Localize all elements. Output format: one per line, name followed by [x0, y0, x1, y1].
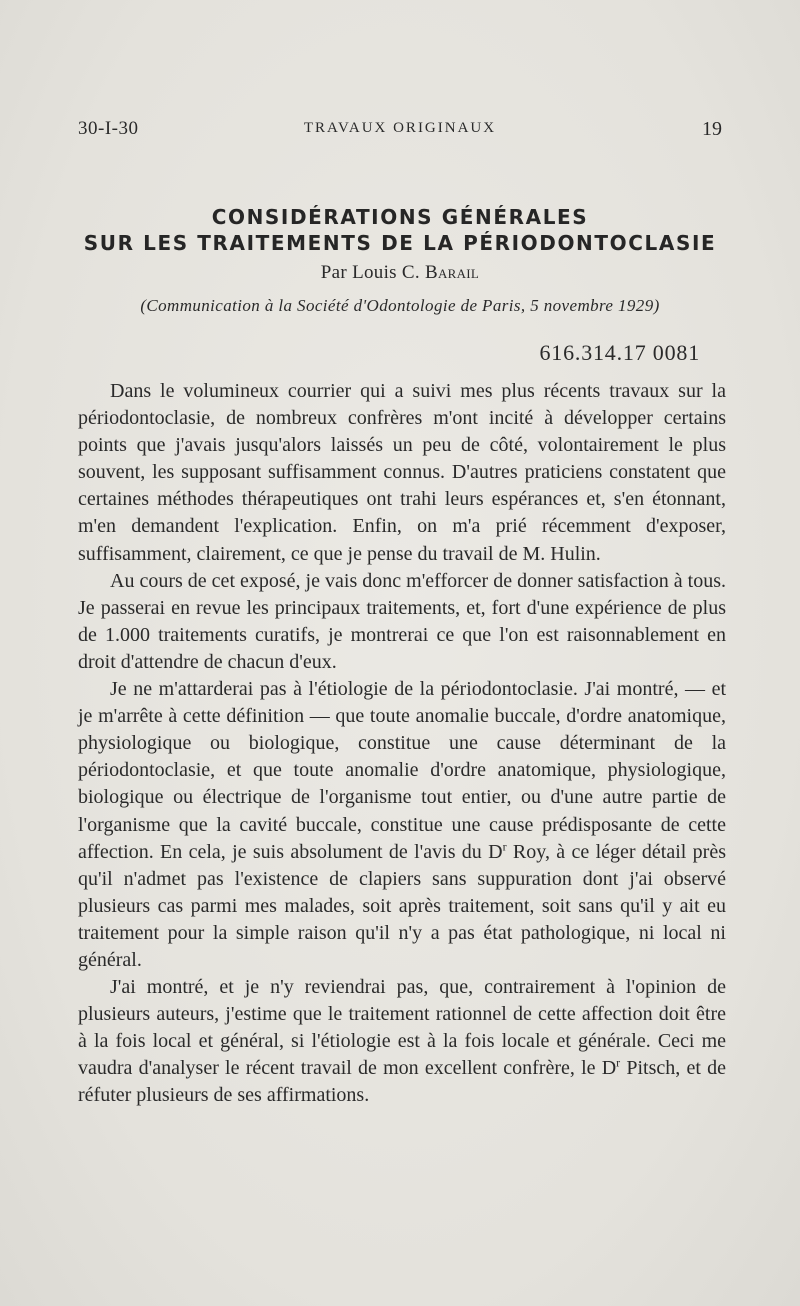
paragraph-2: Au cours de cet exposé, je vais donc m'efforcer de donner satisfaction à tous. Je passerai en revue les principaux traitements, et, fort d'une expérience de plus de 1.000 traitements curatifs, je montrerai ce que l'on est raisonnablement en droit d'attendre de chacun d'eux. — [78, 569, 726, 673]
article-title-line-2: SUR LES TRAITEMENTS DE LA PÉRIODONTOCLASIE — [83, 231, 717, 255]
author-prefix: Par Louis C. — [320, 262, 425, 283]
article-body — [78, 378, 726, 1110]
paragraph-3-text-a: Je ne m'attarderai pas à l'étiologie de la périodontoclasie. J'ai montré, — et je m'arrête à cette définition — que toute anomalie buccale, d'ordre anatomique, physiologique ou biologique, constitue une cause déterminant de la périodontoclasie, et que toute anomalie d'ordre anatomique, physiologique, biologique ou électrique de l'organisme tout entier, ou d'une autre partie de l'organisme que la cavité buccale, constitue une cause prédisposante de cette affection. En cela, je suis absolument de l'avis du D — [78, 678, 726, 863]
paragraph-3 — [78, 676, 726, 974]
section-title: TRAVAUX ORIGINAUX — [303, 120, 497, 136]
issue-date: 30-I-30 — [78, 118, 139, 139]
author-surname: Barail — [424, 262, 480, 283]
paragraph-4 — [78, 974, 726, 1109]
page-number: 19 — [702, 118, 722, 140]
paragraph-4-superscript: r — [616, 1055, 621, 1070]
paragraph-4-text-b: Pitsch, et de réfuter plusieurs de ses affirmations. — [78, 1057, 726, 1107]
paragraph-3-superscript: r — [502, 838, 507, 853]
paragraph-1: Dans le volumineux courrier qui a suivi mes plus récents travaux sur la périodontoclasie, de nombreux confrères m'ont incité à développer certains points que j'avais jusqu'alors laissés un peu de côté, volontairement le plus souvent, les supposant suffisamment connus. D'autres praticiens constatent que certaines méthodes thérapeutiques ont trahi leurs espérances et, s'en étonnant, m'en demandent l'explication. Enfin, on m'a prié récemment d'exposer, suffisamment, clairement, ce que je pense du travail de M. Hulin. — [78, 380, 726, 565]
paragraph-3-text-b: Roy, à ce léger détail près qu'il n'admet pas l'existence de clapiers sans suppuration dont j'ai observé plusieurs cas parmi mes malades, soit après traitement, soit sans qu'il y ait eu traitement pour la simple raison qu'il n'y a pas état pathologique, ni local ni général. — [78, 840, 726, 971]
running-head — [78, 118, 722, 142]
article-header — [60, 204, 740, 316]
article-title-line-1: CONSIDÉRATIONS GÉNÉRALES — [211, 205, 589, 229]
paragraph-4-text-a: J'ai montré, et je n'y reviendrai pas, que, contrairement à l'opinion de plusieurs auteurs, j'estime que le traitement rationnel de cette affection doit être à la fois local et général, si l'étiologie est à la fois locale et générale. Ceci me vaudra d'analyser le récent travail de mon excellent confrère, le D — [78, 976, 726, 1080]
classification-number: 616.314.17 0081 — [539, 340, 700, 365]
communication-note: (Communication à la Société d'Odontologie de Paris, 5 novembre 1929) — [140, 296, 660, 315]
author-byline — [60, 262, 740, 284]
